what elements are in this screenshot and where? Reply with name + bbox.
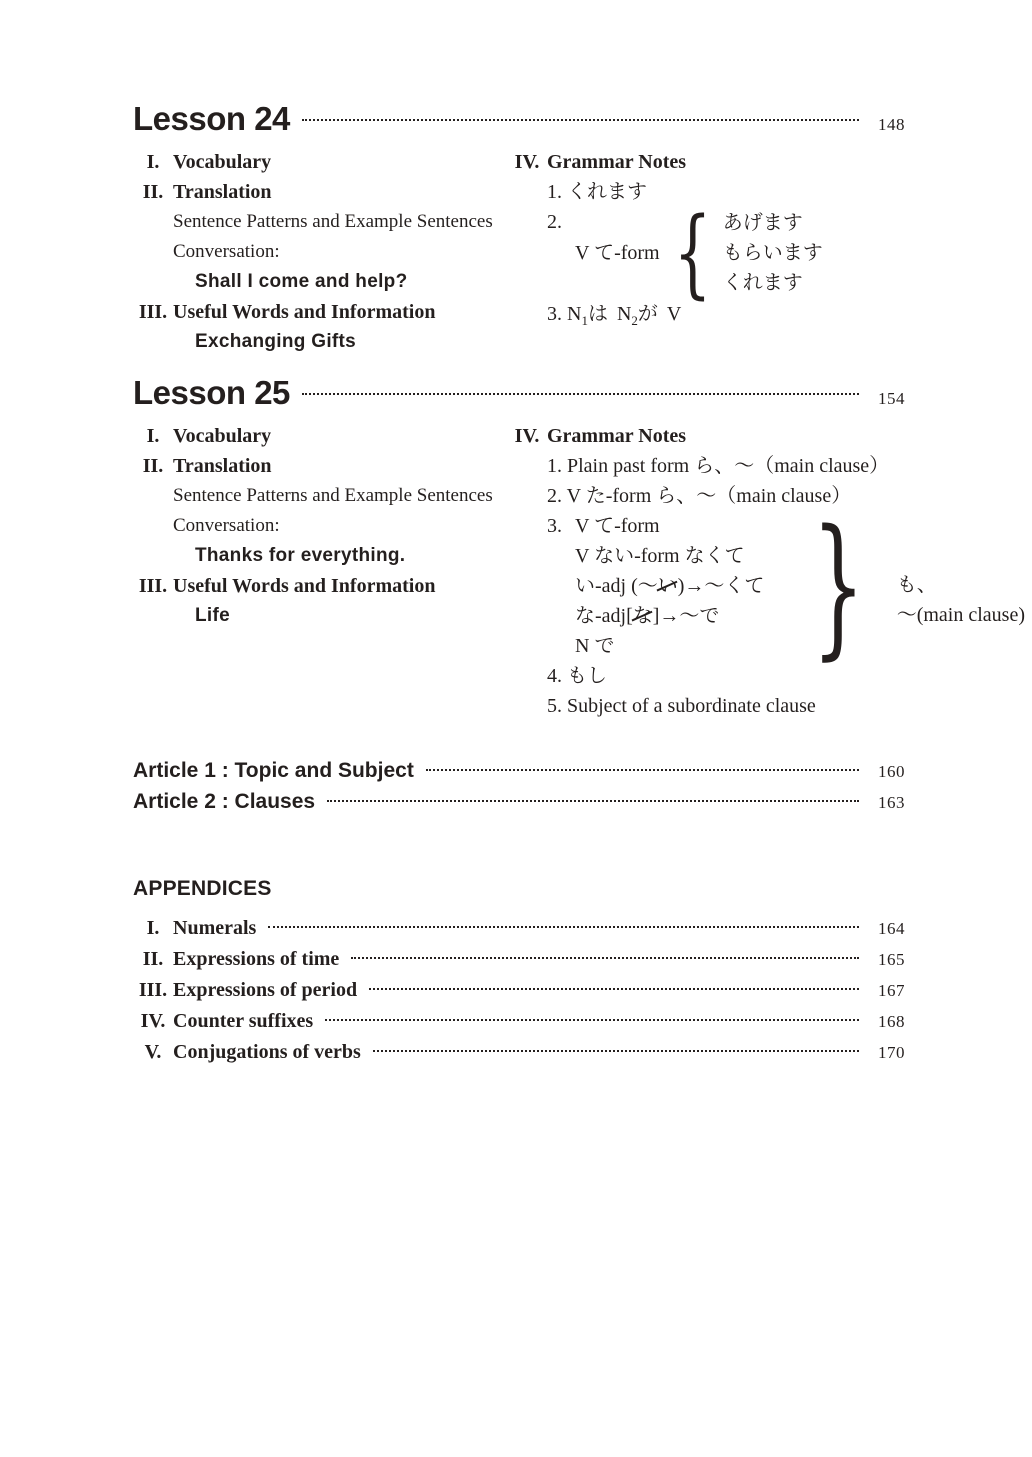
verb-form-label: V て-form	[575, 242, 660, 264]
pattern-text: ]→～で	[652, 605, 720, 627]
grammar-note-4: 4. もし	[547, 665, 607, 687]
form-line	[575, 601, 790, 631]
pattern-text: V	[666, 303, 682, 325]
pattern-text: な-adj[	[575, 605, 633, 627]
verb-option: あげます	[722, 212, 803, 234]
item-label: Expressions of time	[173, 948, 340, 970]
dotted-leader	[302, 393, 859, 395]
appendix-page-number: 170	[878, 1043, 905, 1062]
form-line	[575, 571, 790, 601]
appendix-label	[133, 944, 339, 974]
lesson-25-section	[133, 373, 1025, 721]
appendix-label	[133, 975, 357, 1005]
result-clause	[897, 570, 1025, 630]
lesson-24-page-number: 148	[878, 115, 905, 134]
lesson-25-right-column	[507, 421, 1025, 721]
struck-character: い	[658, 571, 678, 601]
verb-options	[723, 208, 823, 298]
lesson-25-title: Lesson 25	[133, 374, 290, 411]
lesson-25-columns	[133, 421, 1025, 721]
pattern-text: )→～くて	[677, 575, 765, 597]
verb-option: くれます	[722, 272, 803, 294]
lesson-25-page-number: 154	[878, 389, 905, 408]
roman-numeral: V.	[144, 1041, 162, 1063]
roman-numeral: I.	[146, 917, 160, 939]
grammar-notes-list	[507, 451, 1025, 721]
left-brace: {	[673, 197, 712, 309]
roman-numeral: IV.	[514, 151, 540, 173]
roman-numeral: IV.	[140, 1010, 166, 1032]
appendix-page-number: 164	[878, 919, 905, 938]
toc-entry-expressions-of-period	[133, 975, 905, 1006]
appendices-heading: APPENDICES	[133, 877, 272, 900]
item-label: Vocabulary	[173, 425, 272, 447]
toc-item-vocabulary	[133, 421, 507, 451]
appendices-section	[133, 875, 905, 1068]
toc-item-useful-words	[133, 571, 507, 601]
article-label: Article 2 : Clauses	[133, 790, 316, 813]
lesson-24-left-column	[133, 147, 507, 357]
lesson-24-title: Lesson 24	[133, 100, 290, 137]
right-brace: }	[811, 497, 865, 674]
conversation-title: Shall I come and help?	[195, 271, 408, 292]
article-page-number: 160	[878, 762, 905, 781]
item-label: Useful Words and Information	[173, 575, 436, 597]
toc-entry-conjugations-of-verbs	[133, 1037, 905, 1068]
toc-item-useful-words	[133, 297, 507, 327]
lesson-24-columns	[133, 147, 905, 357]
note-number: 3.	[547, 515, 562, 537]
item-label: Grammar Notes	[547, 425, 687, 447]
toc-item-translation	[133, 177, 507, 207]
roman-numeral: III.	[138, 979, 168, 1001]
articles-section	[133, 755, 905, 817]
roman-numeral: IV.	[514, 425, 540, 447]
roman-numeral: II.	[142, 948, 164, 970]
toc-item-grammar-notes	[507, 147, 905, 177]
toc-entry-expressions-of-time	[133, 944, 905, 975]
useful-words-title: Life	[195, 605, 230, 626]
pattern-text: は	[587, 303, 608, 325]
roman-numeral: III.	[138, 301, 168, 323]
roman-numeral: III.	[138, 575, 168, 597]
dotted-leader	[325, 1019, 859, 1021]
subscript: 2	[631, 313, 638, 328]
result-line: も、	[896, 574, 937, 596]
item-label: Vocabulary	[173, 151, 272, 173]
article-page-number: 163	[878, 793, 905, 812]
item-label: Counter suffixes	[173, 1010, 314, 1032]
toc-entry-article-2	[133, 786, 905, 817]
grammar-note-3	[547, 299, 905, 329]
toc-entry-lesson-24	[133, 99, 905, 139]
lesson-25-left-column	[133, 421, 507, 721]
toc-item-translation	[133, 451, 507, 481]
appendix-page-number: 168	[878, 1012, 905, 1031]
dotted-leader	[351, 957, 859, 959]
item-label: Conjugations of verbs	[173, 1041, 361, 1063]
item-label: Expressions of period	[173, 979, 358, 1001]
toc-subitem-conversation: Conversation:	[173, 515, 280, 536]
item-label: Translation	[173, 181, 272, 203]
roman-numeral: II.	[142, 181, 164, 203]
dotted-leader	[268, 926, 859, 928]
grammar-note-5: 5. Subject of a subordinate clause	[547, 695, 816, 717]
toc-entry-counter-suffixes	[133, 1006, 905, 1037]
item-label: Numerals	[173, 917, 257, 939]
dotted-leader	[426, 769, 859, 771]
dotted-leader	[327, 800, 859, 802]
toc-subitem-sentence-patterns: Sentence Patterns and Example Sentences	[173, 485, 493, 506]
toc-entry-article-1	[133, 755, 905, 786]
toc-item-vocabulary	[133, 147, 507, 177]
grammar-notes-list	[507, 177, 905, 329]
pattern-text: い-adj (～	[575, 575, 658, 597]
grammar-note-1: 1. Plain past form ら、～（main clause）	[547, 455, 890, 477]
roman-numeral: I.	[146, 151, 160, 173]
roman-numeral: I.	[146, 425, 160, 447]
conditional-forms-stack	[575, 511, 790, 661]
dotted-leader	[369, 988, 859, 990]
dotted-leader	[302, 119, 859, 121]
dotted-leader	[373, 1050, 859, 1052]
toc-subitem-sentence-patterns: Sentence Patterns and Example Sentences	[173, 211, 493, 232]
useful-words-title: Exchanging Gifts	[195, 331, 357, 352]
subscript: 1	[581, 313, 588, 328]
conversation-title: Thanks for everything.	[195, 545, 406, 566]
article-label: Article 1 : Topic and Subject	[133, 759, 414, 782]
toc-entry-lesson-25	[133, 373, 905, 413]
grammar-note-3	[547, 497, 1025, 674]
toc-subitem-conversation: Conversation:	[173, 241, 280, 262]
pattern-text: N	[616, 303, 632, 325]
grammar-note-2: 2. V た-form ら、～（main clause）	[547, 485, 852, 507]
item-label: Translation	[173, 455, 272, 477]
note-number: 2.	[547, 211, 562, 233]
verb-option: もらいます	[722, 242, 823, 264]
appendix-page-number: 167	[878, 981, 905, 1000]
form-line: V ない-form なくて	[575, 545, 745, 567]
grammar-note-1: 1. くれます	[547, 181, 647, 203]
pattern-text: 3. N	[547, 303, 582, 325]
item-label: Grammar Notes	[547, 151, 687, 173]
appendix-label	[133, 1037, 361, 1067]
lesson-24-right-column	[507, 147, 905, 357]
appendix-label	[133, 913, 256, 943]
roman-numeral: II.	[142, 455, 164, 477]
pattern-text: が	[637, 303, 658, 325]
appendix-page-number: 165	[878, 950, 905, 969]
lesson-24-section	[133, 99, 905, 357]
toc-item-grammar-notes	[507, 421, 1025, 451]
item-label: Useful Words and Information	[173, 301, 436, 323]
result-line: ～(main clause)	[896, 604, 1025, 626]
toc-entry-numerals	[133, 913, 905, 944]
appendix-label	[133, 1006, 313, 1036]
form-line: N で	[575, 635, 615, 657]
grammar-note-2	[547, 197, 905, 309]
form-line: V て-form	[575, 515, 660, 537]
struck-character: な	[633, 601, 653, 631]
